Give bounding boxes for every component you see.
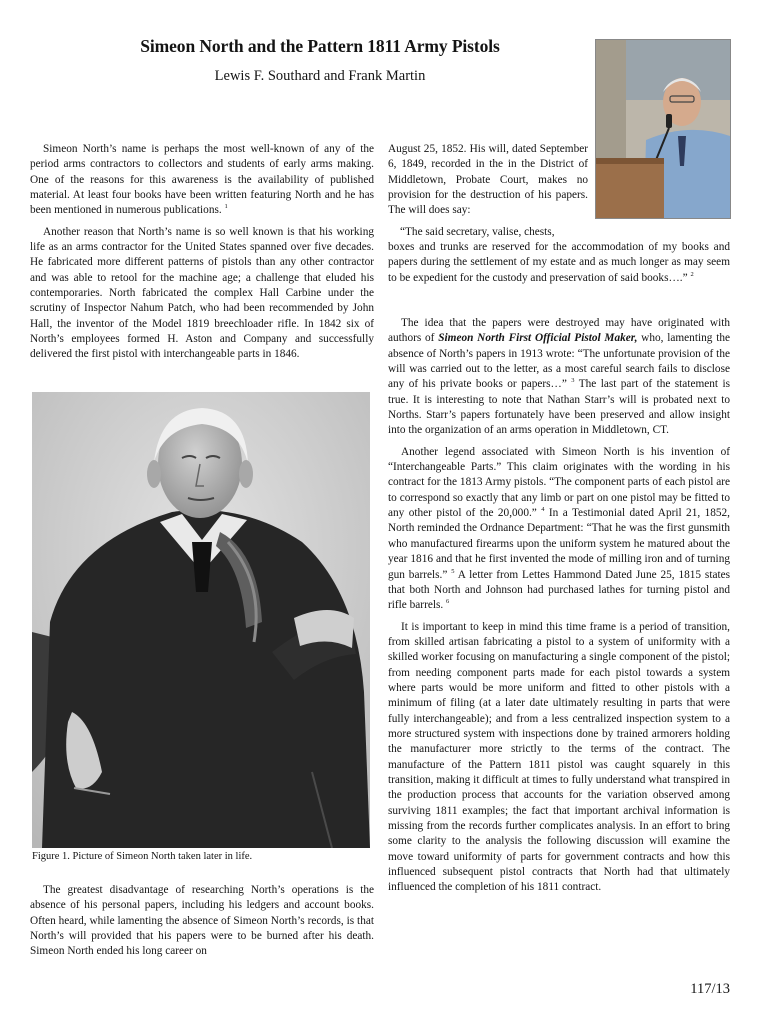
paragraph: August 25, 1852. His will, dated September 6, 1849, recorded in the in the District of Middletown, Probate Court, makes no provision for the destruction of his papers. The will does say: bbox=[388, 143, 588, 217]
footnote-ref: 6 bbox=[446, 598, 450, 606]
book-title: Simeon North First Official Pistol Maker, bbox=[438, 332, 638, 345]
paragraph: Another legend associated with Simeon North is his invention of “Interchangeable Parts.” This claim originates with the wording in his contract for the 1813 Army pistols. “The component parts of each pistol are to correspond so exactly that any limb or part on one pistol may be fitted to any other pistol of the 20,000.” $^4$ In a Testimonial dated April 21, 1852, North reminded the Ordnance Department: “That he was the first gunsmith who manufactured firearms upon the uniform system he matured about the year 1816 and that he first invented the mode of milling iron and of turning gun barrels.” $^5$ A letter from Lettes Hammond Dated June 25, 1815 states that both North and Johnson had purchased lathes for turning pistol and rifle barrels. $^6$ bbox=[388, 445, 731, 612]
article-authors: Lewis F. Southard and Frank Martin bbox=[214, 68, 426, 84]
left-column-continued bbox=[30, 883, 374, 966]
footnote-ref: 2 bbox=[690, 270, 694, 278]
paragraph: Simeon North’s name is perhaps the most well-known of any of the period arms contractors to collectors and students of early arms making. One of the reasons for this awareness is the availability of published material. At least four books have been written featuring North and he has been mentioned in numerous publications. $^1$ bbox=[30, 143, 374, 217]
paragraph: Another reason that North’s name is so well known is that his working life as an arms contractor for the United States spanned over five decades. He fabricated more different patterns of pistols than any other contractor and was able to retool for the machine age; a challenge that eluded his contemporaries. North fabricated the complex Hall Carbine under the scrutiny of Inspector Nahum Patch, who had been recommended by John Hall, the inventor of the Model 1819 breechloader rifle. In 1842 six of North’s employees formed H. Aston and Company and successfully delivered the first pistol with interchangeable parts in 1846. bbox=[30, 225, 374, 361]
left-column bbox=[30, 142, 374, 369]
figure-caption: Figure 1. Picture of Simeon North taken later in life. bbox=[32, 851, 253, 862]
paragraph: The greatest disadvantage of researching North’s operations is the absence of his personal papers, including his ledgers and account books. Often heard, while lamenting the absence of Simeon North’s records, is that North’s will provided that his papers were to be burned after his death. Simeon North ended his long career on bbox=[30, 884, 374, 958]
paragraph: It is important to keep in mind this time frame is a period of transition, from skilled artisan fabricating a pistol to a system of uniformity with a skilled worker focusing on manufacturing a single component of the pistol; from needing component parts made for each pistol towards a system where parts would be more uniform and fitted to other pistols with a minimum of filing (at a later date ultimately resulting in parts that were fully interchangeable); and from a less centralized inspection system to a more structured system with inspections done by trained armorers holding the manufacturer more strictly to the terms of the contract. The manufacture of the Pattern 1811 pistol was caught squarely in this transition, making it difficult at times to fully understand what transpired in the production process that accounts for the variation observed among surviving 1811 examples; the fact that important archival information is missing from the records further complicates analysis. In an effort to bring some clarity to the analysis the following discussion will examine the move toward uniformity of parts for government contracts and how this influenced subsequent pistol contracts that North had that ultimately influenced the completion of his 1811 contract. bbox=[388, 620, 730, 894]
portrait-image bbox=[32, 392, 370, 848]
article-title: Simeon North and the Pattern 1811 Army Pistols bbox=[140, 36, 500, 56]
right-column bbox=[388, 142, 730, 292]
footnote-ref: 4 bbox=[541, 506, 545, 514]
paragraph: The idea that the papers were destroyed may have originated with authors of Simeon North First Official Pistol Maker, who, lamenting the absence of North’s papers in 1913 wrote: “The unfortunate provision of the will was carried out to the letter, as a most careful search fails to disclose any of his private books or papers…” $^3$ The last part of the statement is true. It is interesting to note that Nathan Starr’s will is probated next to Norths. Starr’s papers fortunately have been preserved and allow insight into the organization of an arms operation in Middletown, CT. bbox=[388, 317, 730, 437]
footnote-ref: 3 bbox=[571, 377, 575, 385]
footnote-ref: 5 bbox=[451, 567, 455, 575]
page-number: 117/13 bbox=[690, 981, 730, 997]
figure-portrait bbox=[32, 392, 370, 848]
footnote-ref: 1 bbox=[224, 203, 228, 211]
will-quote: “The said secretary, valise, chests, boxes and trunks are reserved for the accommodation of my books and papers during the settlement of my estate and as much longer as may seem to be expedient for the custody and preservation of said books….” $^2$ bbox=[388, 225, 730, 284]
right-column-lower bbox=[388, 316, 730, 902]
